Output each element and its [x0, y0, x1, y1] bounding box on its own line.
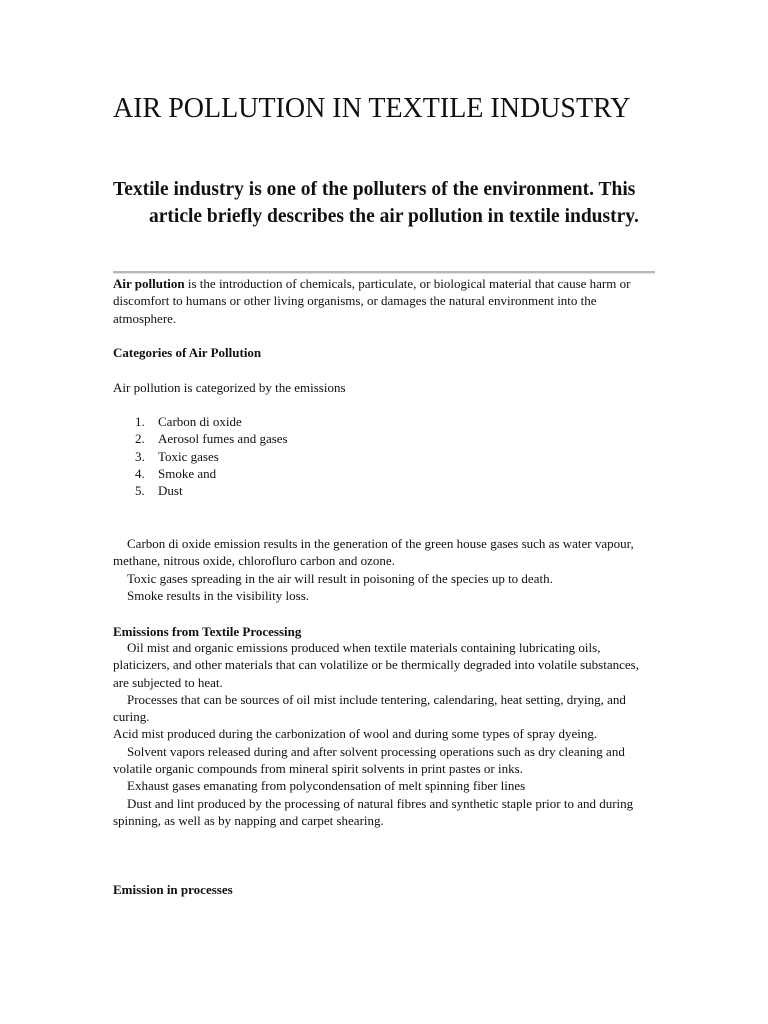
list-label: Toxic gases — [158, 448, 219, 464]
list-number: 1. — [135, 414, 145, 429]
emission-list-item — [113, 448, 288, 465]
document-subtitle: Textile industry is one of the polluters of the environment. This article briefly describes the air pollution in textile industry. — [113, 179, 639, 227]
list-label: Dust — [158, 483, 183, 499]
emission-list-item — [113, 465, 288, 482]
list-label: Aerosol fumes and gases — [158, 431, 288, 447]
processing-paragraph: Exhaust gases emanating from polycondensation of melt spinning fiber lines — [127, 778, 526, 794]
horizontal-rule — [113, 271, 655, 274]
list-label: Smoke and — [158, 465, 217, 481]
intro-text: is the introduction of chemicals, particulate, or biological material that cause harm or discomfort to humans or other living organisms, or damages the natural environment into the atmosphere. — [113, 276, 631, 326]
intro-paragraph — [113, 275, 658, 327]
effects-section — [113, 535, 658, 604]
processing-paragraph: Solvent vapors released during and after solvent processing operations such as dry cleaning and volatile organic compounds from mineral spirit solvents in print pastes or inks. — [113, 743, 625, 777]
effect-paragraph: Smoke results in the visibility loss. — [127, 587, 310, 603]
processing-paragraph: Oil mist and organic emissions produced when textile materials containing lubricating oils, platicizers, and other materials that can volatilize or be thermically degraded into volatile substances, are subjected to heat. — [113, 640, 639, 690]
emissions-heading: Emissions from Textile Processing — [113, 624, 302, 639]
list-number: 5. — [135, 483, 145, 499]
effect-paragraph: Carbon di oxide emission results in the generation of the green house gases such as water vapour, methane, nitrous oxide, chlorofluro carbon and ozone. — [113, 536, 634, 569]
effect-paragraph: Toxic gases spreading in the air will result in poisoning of the species up to death. — [127, 570, 553, 586]
processing-paragraph: Acid mist produced during the carbonization of wool and during some types of spray dyeing. — [113, 726, 598, 742]
list-number: 3. — [135, 448, 145, 464]
emission-list-item — [113, 430, 288, 447]
intro-term: Air pollution — [113, 276, 185, 291]
processes-heading: Emission in processes — [113, 882, 233, 897]
list-number: 4. — [135, 465, 145, 481]
processing-paragraph: Dust and lint produced by the processing of natural fibres and synthetic staple prior to and during spinning, as well as by napping and carpet shearing. — [113, 795, 634, 828]
emission-list — [113, 413, 288, 499]
processing-section — [113, 639, 658, 829]
document-title: AIR POLLUTION IN TEXTILE INDUSTRY — [113, 93, 631, 124]
list-number: 2. — [135, 431, 145, 447]
list-label: Carbon di oxide — [158, 414, 242, 429]
categories-intro: Air pollution is categorized by the emissions — [113, 380, 346, 395]
processing-paragraph: Processes that can be sources of oil mist include tentering, calendaring, heat setting, drying, and curing. — [113, 691, 626, 725]
emission-list-item — [113, 413, 288, 430]
categories-heading: Categories of Air Pollution — [113, 345, 262, 360]
emission-list-item — [113, 482, 288, 499]
